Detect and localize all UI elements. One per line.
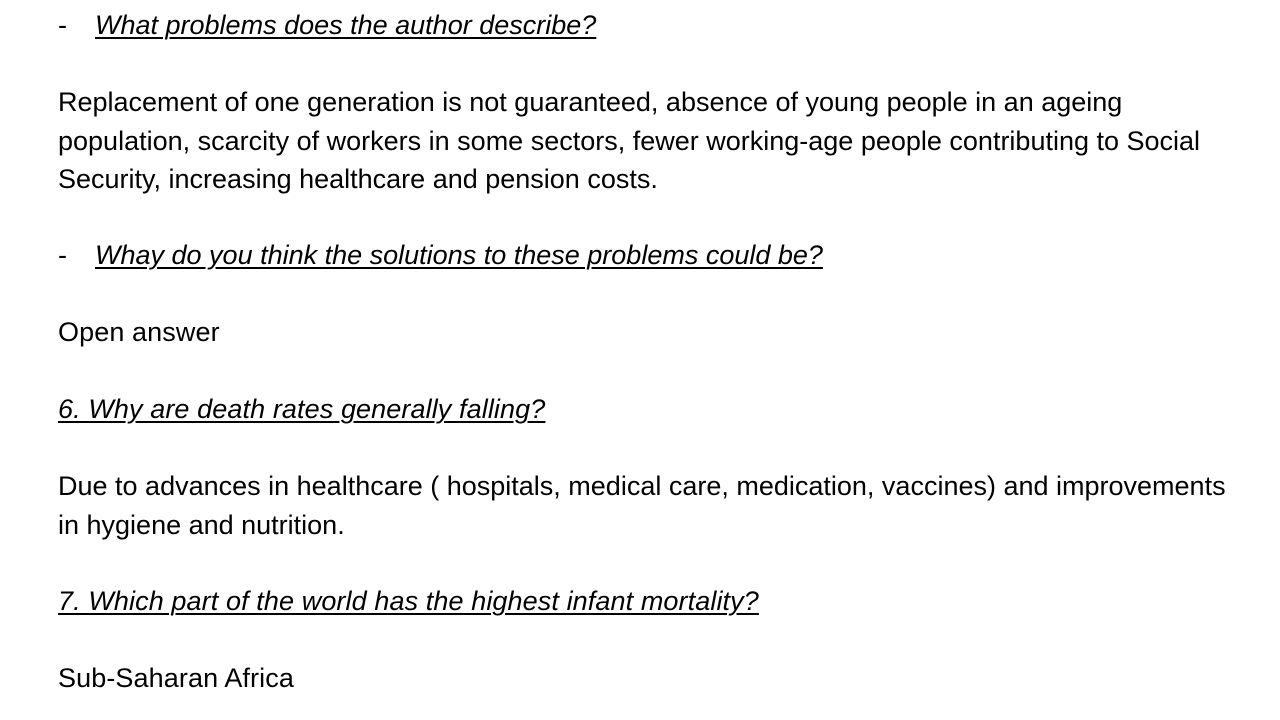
answer-7: Sub-Saharan Africa [58, 663, 294, 693]
answer-solutions: Open answer [58, 317, 220, 347]
question-7: 7. Which part of the world has the highest infant mortality? [58, 586, 759, 616]
bullet-dash: - [58, 240, 67, 270]
question-author-problems: What problems does the author describe? [95, 10, 597, 40]
question-solutions: Whay do you think the solutions to these problems could be? [95, 240, 823, 270]
question-6: 6. Why are death rates generally falling? [58, 394, 546, 424]
bullet-dash: - [58, 10, 67, 40]
answer-6: Due to advances in healthcare ( hospitals, medical care, medication, vaccines) and improvements in hygiene and nutrition. [58, 471, 1226, 540]
answer-author-problems: Replacement of one generation is not guaranteed, absence of young people in an ageing population, scarcity of workers in some sectors, fewer working-age people contributing to Social Security, increasing healthcare and pension costs. [58, 87, 1201, 194]
